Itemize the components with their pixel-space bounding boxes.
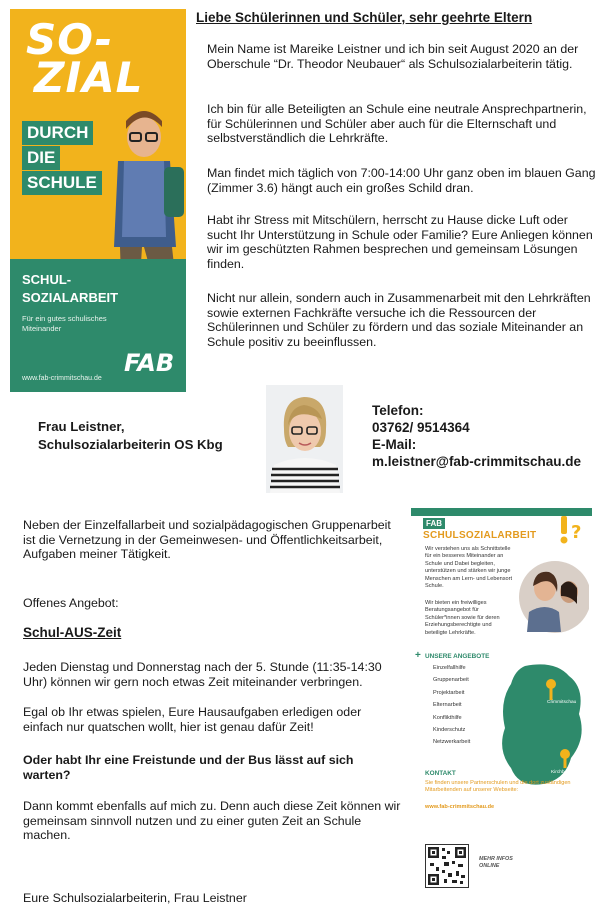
flyer-text-2: Wir bieten ein freiwilliges Beratungsangebot für Schüler*innen sowie für deren Erziehungsberechtigte und beteiligte Lehrkräfte. [425,600,500,636]
flyer-contact-url: www.fab-crimmitschau.de [425,804,495,810]
phone-label: Telefon: [372,403,424,418]
lower-paragraph-1: Neben der Einzelfallarbeit und sozialpädagogischen Gruppenarbeit ist die Vernetzung in der Gemeinwesen- und Öffentlichkeitsarbeit, Aufgaben meiner Tätigkeit. [23,518,391,562]
poster-title-line1: SO- [26,15,114,64]
signature: Eure Schulsozialarbeiterin, Frau Leistner [23,891,247,905]
poster-green-title: SCHUL- SOZIALARBEIT [22,272,119,305]
svg-text:?: ? [571,522,582,543]
poster-url: www.fab-crimmitschau.de [22,375,102,382]
lower-question: Oder habt Ihr eine Freistunde und der Bus lässt auf sich warten? [23,753,354,782]
poster-title-line2: ZIAL [34,53,144,102]
flyer-contact-title: KONTAKT [425,770,456,777]
lower-paragraph-4: Dann kommt ebenfalls auf mich zu. Denn auch diese Zeit können wir gemeinsam sinnvoll nutzen und zu einer guten Zeit an Schule machen. [23,799,401,843]
list-item: Netzwerkarbeit [433,739,471,746]
poster-tag-line1: DURCH [22,121,93,145]
map-label-kirchberg: Kirchberg [551,770,572,775]
list-item: Elternarbeit [433,702,462,709]
phone-number[interactable]: 03762/ 9514364 [372,420,470,435]
region-map [495,658,587,793]
offer-label: Offenes Angebot: [23,596,119,610]
letter-paragraph-3: Man findet mich täglich von 7:00-14:00 Uhr ganz oben im blauen Gang (Zimmer 3.6) hängt auch ein großes Schild dran. [207,166,596,195]
plus-icon: + [415,650,421,661]
lower-paragraph-3: Egal ob Ihr etwas spielen, Eure Hausaufgaben erledigen oder einfach nur quatschen wollt, hier ist genau dafür Zeit! [23,705,362,734]
list-item: Projektarbeit [433,689,465,696]
flyer-image [411,508,592,899]
fab-logo: FAB [124,349,175,377]
portrait-photo [266,385,343,493]
list-item: Gruppenarbeit [433,677,469,684]
contact-details [372,402,581,470]
list-item: Konflikthilfe [433,714,462,721]
email-label: E-Mail: [372,437,417,452]
exclamation-icon [553,514,585,546]
flyer-photo-children [515,552,589,642]
map-label-crimmitschau: Crimmitschau [547,700,577,705]
offers-title: UNSERE ANGEBOTE [425,653,490,660]
flyer-title: SCHULSOZIALARBEIT [423,530,537,541]
list-item: Kinderschutz [433,727,466,734]
offers-list [433,662,470,749]
flyer-contact-text: Sie finden unsere Partnerschulen und die dort zuständigen Mitarbeitenden auf unserer Webseite: [425,780,571,794]
more-info-text: MEHR INFOS ONLINE [479,856,513,869]
contact-name-block [38,418,223,454]
poster-image [10,9,186,392]
poster-green-subtitle: Für ein gutes schulisches Miteinander [22,314,107,333]
letter-paragraph-1: Mein Name ist Mareike Leistner und ich bin seit August 2020 an der Oberschule “Dr. Theodor Neubauer“ als Schulsozialarbeiterin tätig. [207,42,579,71]
letter-paragraph-2: Ich bin für alle Beteiligten an Schule eine neutrale Ansprechpartnerin, für Schülerinnen und Schüler aber auch für die Elternschaft und selbstverständlich die Lehrkräfte. [207,102,587,146]
contact-name: Frau Leistner, [38,419,125,434]
letter-paragraph-4: Habt ihr Stress mit Mitschülern, herrscht zu Hause dicke Luft oder sucht Ihr Unterstützung in Schule oder Familie? Eure Anliegen können wir im geschützten Rahmen besprechen und gemeinsam Lösungen finden. [207,213,593,271]
lower-paragraph-2: Jeden Dienstag und Donnerstag nach der 5. Stunde (11:35-14:30 Uhr) können wir gern noch etwas Zeit miteinander verbringen. [23,660,382,689]
offer-title: Schul-AUS-Zeit [23,625,122,640]
qr-code [425,844,469,888]
poster-tag-line3: SCHULE [22,171,102,195]
email-address[interactable]: m.leistner@fab-crimmitschau.de [372,454,581,469]
letter-heading: Liebe Schülerinnen und Schüler, sehr geehrte Eltern [196,10,533,25]
flyer-text-1: Wir verstehen uns als Schnittstelle für ein besseres Miteinander an Schule und Dabei begleiten, unterstützen und stärken wir junge Menschen am Lern- und Lebensort Schule. [425,546,513,590]
poster-tag-line2: DIE [22,146,60,170]
flyer-fab-tag: FAB [423,518,445,529]
letter-paragraph-5: Nicht nur allein, sondern auch in Zusammenarbeit mit den Lehrkräften sowie externen Fachkräfte versuche ich die Ressourcen der Schülerinnen und Schüler zu fördern und das soziale Miteinander an Schule positiv zu beeinflussen. [207,291,591,349]
list-item: Einzelfallhilfe [433,665,466,671]
contact-role: Schulsozialarbeiterin OS Kbg [38,437,223,452]
